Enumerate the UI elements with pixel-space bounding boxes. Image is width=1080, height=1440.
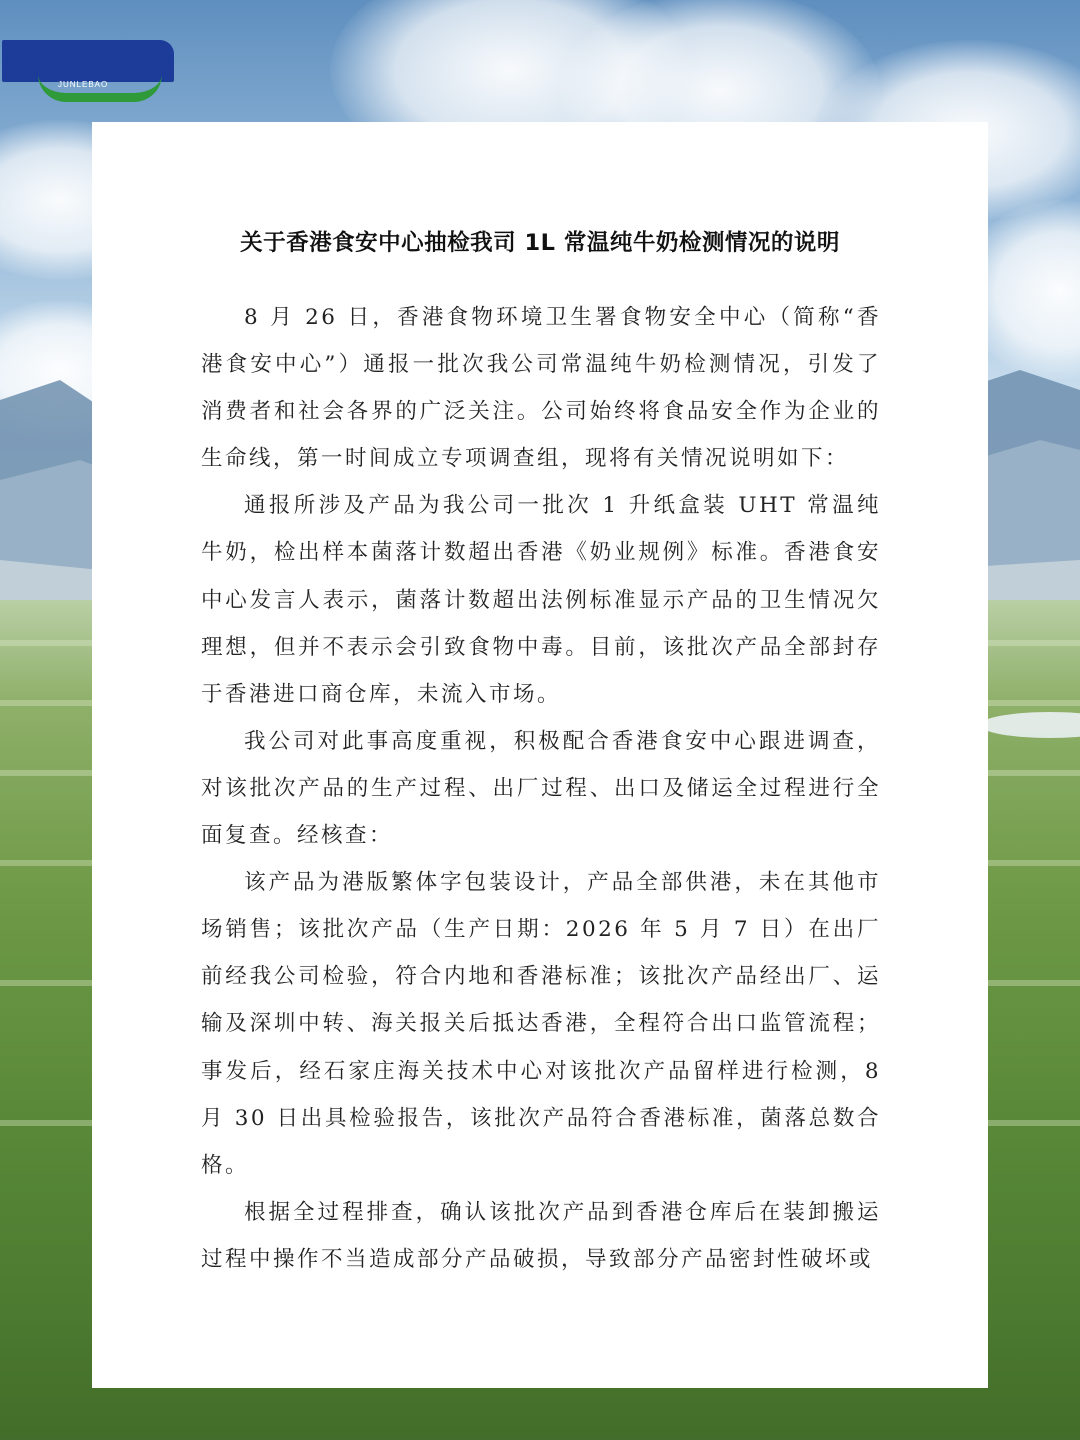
document-title: 关于香港食安中心抽检我司 1L 常温纯牛奶检测情况的说明 <box>240 230 840 256</box>
paragraph: 通报所涉及产品为我公司一批次 1 升纸盒装 UHT 常温纯牛奶，检出样本菌落计数超出香港《奶业规例》标准。香港食安中心发言人表示，菌落计数超出法例标准显示产品的卫生情况欠理想，但并不表示会引致食物中毒。目前，该批次产品全部封存于香港进口商仓库，未流入市场。 <box>201 493 881 707</box>
document-body <box>201 294 881 1283</box>
paragraph: 该产品为港版繁体字包装设计，产品全部供港，未在其他市场销售；该批次产品（生产日期：2026 年 5 月 7 日）在出厂前经我公司检验，符合内地和香港标准；该批次产品经出厂、运输及深圳中转、海关报关后抵达香港，全程符合出口监管流程；事发后，经石家庄海关技术中心对该批次产品留样进行检测，8 月 30 日出具检验报告，该批次产品符合香港标准，菌落总数合格。 <box>201 870 881 1178</box>
logo-wordmark: JUNLEBAO <box>58 80 109 89</box>
paragraph: 我公司对此事高度重视，积极配合香港食安中心跟进调查，对该批次产品的生产过程、出厂过程、出口及储运全过程进行全面复查。经核查： <box>201 728 881 849</box>
paragraph: 8 月 26 日，香港食物环境卫生署食物安全中心（简称“香港食安中心”）通报一批次我公司常温纯牛奶检测情况，引发了消费者和社会各界的广泛关注。公司始终将食品安全作为企业的生命线，第一时间成立专项调查组，现将有关情况说明如下： <box>201 305 881 472</box>
paragraph: 根据全过程排查，确认该批次产品到香港仓库后在装卸搬运过程中操作不当造成部分产品破损，导致部分产品密封性破坏或 <box>201 1199 881 1272</box>
